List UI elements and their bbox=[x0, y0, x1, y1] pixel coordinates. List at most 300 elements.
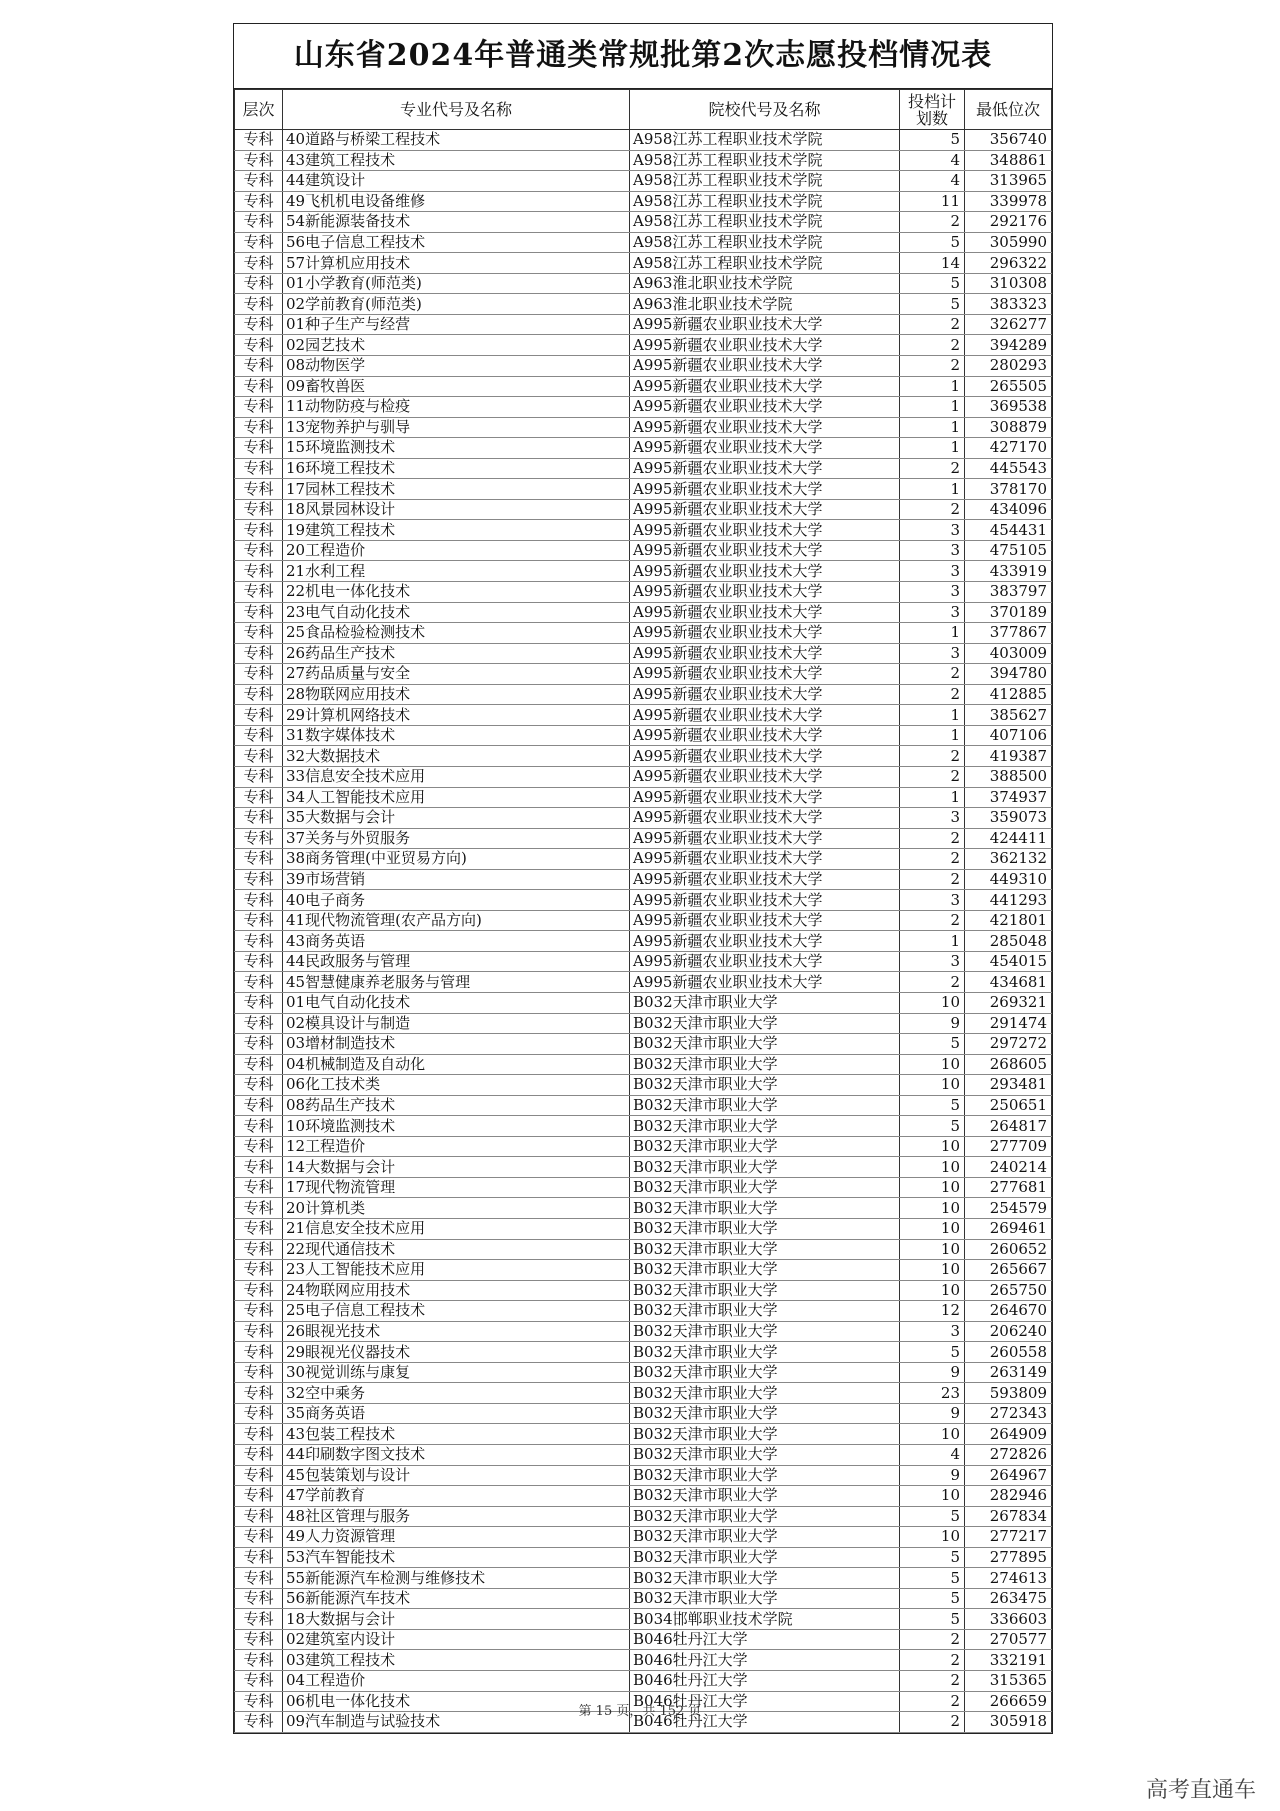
cell-school: A995新疆农业职业技术大学 bbox=[630, 540, 900, 561]
cell-min-rank: 407106 bbox=[965, 725, 1052, 746]
cell-plan-count: 5 bbox=[900, 294, 965, 315]
table-row bbox=[235, 520, 1052, 541]
cell-school: A995新疆农业职业技术大学 bbox=[630, 623, 900, 644]
table-row bbox=[235, 1095, 1052, 1116]
cell-level: 专科 bbox=[235, 1198, 283, 1219]
cell-major: 01小学教育(师范类) bbox=[283, 273, 630, 294]
cell-school: A995新疆农业职业技术大学 bbox=[630, 890, 900, 911]
cell-major: 03增材制造技术 bbox=[283, 1034, 630, 1055]
cell-major: 02模具设计与制造 bbox=[283, 1013, 630, 1034]
table-row bbox=[235, 910, 1052, 931]
cell-level: 专科 bbox=[235, 171, 283, 192]
table-row bbox=[235, 1609, 1052, 1630]
cell-major: 04机械制造及自动化 bbox=[283, 1054, 630, 1075]
cell-plan-count: 10 bbox=[900, 1260, 965, 1281]
cell-level: 专科 bbox=[235, 623, 283, 644]
cell-level: 专科 bbox=[235, 931, 283, 952]
cell-min-rank: 285048 bbox=[965, 931, 1052, 952]
cell-major: 28物联网应用技术 bbox=[283, 684, 630, 705]
cell-major: 43建筑工程技术 bbox=[283, 150, 630, 171]
header-plan bbox=[900, 90, 965, 130]
cell-min-rank: 454431 bbox=[965, 520, 1052, 541]
cell-school: B046牡丹江大学 bbox=[630, 1671, 900, 1692]
cell-school: A995新疆农业职业技术大学 bbox=[630, 397, 900, 418]
cell-major: 31数字媒体技术 bbox=[283, 725, 630, 746]
cell-min-rank: 277217 bbox=[965, 1527, 1052, 1548]
cell-plan-count: 1 bbox=[900, 479, 965, 500]
cell-level: 专科 bbox=[235, 1013, 283, 1034]
cell-level: 专科 bbox=[235, 746, 283, 767]
table-row bbox=[235, 191, 1052, 212]
cell-level: 专科 bbox=[235, 787, 283, 808]
table-row bbox=[235, 1671, 1052, 1692]
cell-level: 专科 bbox=[235, 766, 283, 787]
table-row bbox=[235, 438, 1052, 459]
table-row bbox=[235, 1547, 1052, 1568]
table-row bbox=[235, 869, 1052, 890]
cell-school: A995新疆农业职业技术大学 bbox=[630, 910, 900, 931]
cell-min-rank: 240214 bbox=[965, 1157, 1052, 1178]
table-row bbox=[235, 1445, 1052, 1466]
cell-min-rank: 454015 bbox=[965, 951, 1052, 972]
table-row bbox=[235, 1342, 1052, 1363]
table-row bbox=[235, 1424, 1052, 1445]
cell-min-rank: 315365 bbox=[965, 1671, 1052, 1692]
cell-major: 44民政服务与管理 bbox=[283, 951, 630, 972]
cell-major: 26药品生产技术 bbox=[283, 643, 630, 664]
cell-level: 专科 bbox=[235, 643, 283, 664]
table-row bbox=[235, 664, 1052, 685]
cell-plan-count: 5 bbox=[900, 1342, 965, 1363]
cell-major: 24物联网应用技术 bbox=[283, 1280, 630, 1301]
cell-major: 03建筑工程技术 bbox=[283, 1650, 630, 1671]
cell-min-rank: 268605 bbox=[965, 1054, 1052, 1075]
cell-level: 专科 bbox=[235, 1034, 283, 1055]
table-row bbox=[235, 540, 1052, 561]
cell-school: B032天津市职业大学 bbox=[630, 1445, 900, 1466]
cell-plan-count: 2 bbox=[900, 828, 965, 849]
cell-plan-count: 3 bbox=[900, 643, 965, 664]
cell-min-rank: 339978 bbox=[965, 191, 1052, 212]
cell-plan-count: 4 bbox=[900, 171, 965, 192]
table-row bbox=[235, 1486, 1052, 1507]
cell-plan-count: 10 bbox=[900, 1075, 965, 1096]
cell-level: 专科 bbox=[235, 356, 283, 377]
cell-plan-count: 3 bbox=[900, 561, 965, 582]
cell-school: A995新疆农业职业技术大学 bbox=[630, 438, 900, 459]
cell-plan-count: 2 bbox=[900, 458, 965, 479]
cell-plan-count: 2 bbox=[900, 335, 965, 356]
table-row bbox=[235, 1403, 1052, 1424]
cell-plan-count: 9 bbox=[900, 1465, 965, 1486]
cell-min-rank: 388500 bbox=[965, 766, 1052, 787]
cell-min-rank: 593809 bbox=[965, 1383, 1052, 1404]
cell-min-rank: 293481 bbox=[965, 1075, 1052, 1096]
cell-major: 49人力资源管理 bbox=[283, 1527, 630, 1548]
cell-school: A963淮北职业技术学院 bbox=[630, 294, 900, 315]
table-row bbox=[235, 499, 1052, 520]
cell-major: 49飞机机电设备维修 bbox=[283, 191, 630, 212]
table-row bbox=[235, 951, 1052, 972]
table-row bbox=[235, 582, 1052, 603]
cell-school: A995新疆农业职业技术大学 bbox=[630, 499, 900, 520]
cell-school: A958江苏工程职业技术学院 bbox=[630, 232, 900, 253]
cell-school: A995新疆农业职业技术大学 bbox=[630, 684, 900, 705]
cell-level: 专科 bbox=[235, 458, 283, 479]
cell-school: A995新疆农业职业技术大学 bbox=[630, 808, 900, 829]
table-body bbox=[235, 130, 1052, 1733]
table-header-row bbox=[235, 90, 1052, 130]
cell-min-rank: 385627 bbox=[965, 705, 1052, 726]
table-row bbox=[235, 1506, 1052, 1527]
cell-level: 专科 bbox=[235, 828, 283, 849]
table-row bbox=[235, 1650, 1052, 1671]
cell-level: 专科 bbox=[235, 910, 283, 931]
table-row bbox=[235, 1568, 1052, 1589]
cell-major: 37关务与外贸服务 bbox=[283, 828, 630, 849]
cell-plan-count: 1 bbox=[900, 725, 965, 746]
cell-school: B032天津市职业大学 bbox=[630, 1321, 900, 1342]
cell-plan-count: 5 bbox=[900, 1547, 965, 1568]
cell-plan-count: 2 bbox=[900, 766, 965, 787]
cell-plan-count: 5 bbox=[900, 1588, 965, 1609]
cell-school: B032天津市职业大学 bbox=[630, 1568, 900, 1589]
table-row bbox=[235, 849, 1052, 870]
cell-major: 56电子信息工程技术 bbox=[283, 232, 630, 253]
cell-school: A995新疆农业职业技术大学 bbox=[630, 335, 900, 356]
table-row bbox=[235, 417, 1052, 438]
cell-min-rank: 263149 bbox=[965, 1362, 1052, 1383]
cell-school: B032天津市职业大学 bbox=[630, 1362, 900, 1383]
cell-plan-count: 5 bbox=[900, 1609, 965, 1630]
cell-school: B032天津市职业大学 bbox=[630, 1547, 900, 1568]
cell-min-rank: 427170 bbox=[965, 438, 1052, 459]
header-plan-line2: 划数 bbox=[915, 108, 948, 128]
cell-level: 专科 bbox=[235, 1671, 283, 1692]
cell-school: A995新疆农业职业技术大学 bbox=[630, 951, 900, 972]
table-row bbox=[235, 602, 1052, 623]
cell-plan-count: 10 bbox=[900, 1218, 965, 1239]
cell-level: 专科 bbox=[235, 540, 283, 561]
cell-level: 专科 bbox=[235, 1301, 283, 1322]
cell-school: B032天津市职业大学 bbox=[630, 1527, 900, 1548]
cell-major: 38商务管理(中亚贸易方向) bbox=[283, 849, 630, 870]
cell-min-rank: 449310 bbox=[965, 869, 1052, 890]
cell-level: 专科 bbox=[235, 808, 283, 829]
cell-level: 专科 bbox=[235, 1177, 283, 1198]
cell-major: 26眼视光技术 bbox=[283, 1321, 630, 1342]
table-row bbox=[235, 808, 1052, 829]
cell-plan-count: 5 bbox=[900, 273, 965, 294]
page-footer: 第 15 页，共 152 页 bbox=[578, 1704, 702, 1719]
header-level: 层次 bbox=[235, 90, 283, 130]
cell-level: 专科 bbox=[235, 438, 283, 459]
cell-major: 20计算机类 bbox=[283, 1198, 630, 1219]
cell-major: 02建筑室内设计 bbox=[283, 1629, 630, 1650]
cell-level: 专科 bbox=[235, 232, 283, 253]
cell-school: A995新疆农业职业技术大学 bbox=[630, 972, 900, 993]
cell-plan-count: 12 bbox=[900, 1301, 965, 1322]
cell-plan-count: 1 bbox=[900, 787, 965, 808]
cell-plan-count: 9 bbox=[900, 1013, 965, 1034]
table-row bbox=[235, 1054, 1052, 1075]
cell-major: 27药品质量与安全 bbox=[283, 664, 630, 685]
cell-min-rank: 394780 bbox=[965, 664, 1052, 685]
cell-school: A995新疆农业职业技术大学 bbox=[630, 766, 900, 787]
table-row bbox=[235, 1260, 1052, 1281]
table-row bbox=[235, 356, 1052, 377]
cell-min-rank: 250651 bbox=[965, 1095, 1052, 1116]
cell-min-rank: 280293 bbox=[965, 356, 1052, 377]
table-row bbox=[235, 828, 1052, 849]
cell-plan-count: 1 bbox=[900, 438, 965, 459]
cell-min-rank: 206240 bbox=[965, 1321, 1052, 1342]
cell-school: B032天津市职业大学 bbox=[630, 1034, 900, 1055]
cell-level: 专科 bbox=[235, 479, 283, 500]
cell-min-rank: 277681 bbox=[965, 1177, 1052, 1198]
cell-min-rank: 421801 bbox=[965, 910, 1052, 931]
cell-school: B032天津市职业大学 bbox=[630, 1239, 900, 1260]
cell-school: A995新疆农业职业技术大学 bbox=[630, 643, 900, 664]
cell-min-rank: 326277 bbox=[965, 314, 1052, 335]
cell-min-rank: 419387 bbox=[965, 746, 1052, 767]
cell-min-rank: 269461 bbox=[965, 1218, 1052, 1239]
cell-level: 专科 bbox=[235, 1116, 283, 1137]
cell-major: 21水利工程 bbox=[283, 561, 630, 582]
table-row bbox=[235, 376, 1052, 397]
cell-level: 专科 bbox=[235, 1424, 283, 1445]
cell-plan-count: 10 bbox=[900, 992, 965, 1013]
cell-level: 专科 bbox=[235, 1342, 283, 1363]
table-row bbox=[235, 1629, 1052, 1650]
cell-school: B032天津市职业大学 bbox=[630, 1177, 900, 1198]
cell-plan-count: 9 bbox=[900, 1362, 965, 1383]
cell-major: 18大数据与会计 bbox=[283, 1609, 630, 1630]
cell-min-rank: 383797 bbox=[965, 582, 1052, 603]
cell-major: 21信息安全技术应用 bbox=[283, 1218, 630, 1239]
cell-major: 45智慧健康养老服务与管理 bbox=[283, 972, 630, 993]
cell-min-rank: 264909 bbox=[965, 1424, 1052, 1445]
cell-school: B032天津市职业大学 bbox=[630, 1075, 900, 1096]
cell-major: 35大数据与会计 bbox=[283, 808, 630, 829]
cell-plan-count: 3 bbox=[900, 520, 965, 541]
cell-min-rank: 394289 bbox=[965, 335, 1052, 356]
cell-school: A995新疆农业职业技术大学 bbox=[630, 664, 900, 685]
cell-school: B032天津市职业大学 bbox=[630, 992, 900, 1013]
cell-major: 44印刷数字图文技术 bbox=[283, 1445, 630, 1466]
cell-plan-count: 11 bbox=[900, 191, 965, 212]
cell-school: A995新疆农业职业技术大学 bbox=[630, 746, 900, 767]
cell-school: B032天津市职业大学 bbox=[630, 1506, 900, 1527]
cell-min-rank: 348861 bbox=[965, 150, 1052, 171]
cell-school: B032天津市职业大学 bbox=[630, 1260, 900, 1281]
cell-level: 专科 bbox=[235, 951, 283, 972]
cell-major: 40道路与桥梁工程技术 bbox=[283, 130, 630, 151]
cell-level: 专科 bbox=[235, 869, 283, 890]
table-row bbox=[235, 1239, 1052, 1260]
cell-school: A958江苏工程职业技术学院 bbox=[630, 253, 900, 274]
table-row bbox=[235, 294, 1052, 315]
table-row bbox=[235, 1218, 1052, 1239]
cell-level: 专科 bbox=[235, 150, 283, 171]
cell-plan-count: 3 bbox=[900, 890, 965, 911]
cell-min-rank: 362132 bbox=[965, 849, 1052, 870]
cell-min-rank: 263475 bbox=[965, 1588, 1052, 1609]
cell-major: 41现代物流管理(农产品方向) bbox=[283, 910, 630, 931]
cell-min-rank: 266659 bbox=[965, 1691, 1052, 1712]
cell-level: 专科 bbox=[235, 1136, 283, 1157]
cell-min-rank: 313965 bbox=[965, 171, 1052, 192]
cell-level: 专科 bbox=[235, 705, 283, 726]
cell-plan-count: 3 bbox=[900, 1321, 965, 1342]
cell-plan-count: 2 bbox=[900, 212, 965, 233]
cell-min-rank: 308879 bbox=[965, 417, 1052, 438]
cell-level: 专科 bbox=[235, 1095, 283, 1116]
cell-level: 专科 bbox=[235, 335, 283, 356]
cell-plan-count: 2 bbox=[900, 1691, 965, 1712]
table-row bbox=[235, 397, 1052, 418]
cell-school: B032天津市职业大学 bbox=[630, 1218, 900, 1239]
cell-major: 34人工智能技术应用 bbox=[283, 787, 630, 808]
cell-plan-count: 1 bbox=[900, 397, 965, 418]
cell-min-rank: 434096 bbox=[965, 499, 1052, 520]
cell-min-rank: 475105 bbox=[965, 540, 1052, 561]
cell-level: 专科 bbox=[235, 1260, 283, 1281]
header-major: 专业代号及名称 bbox=[283, 90, 630, 130]
cell-min-rank: 265667 bbox=[965, 1260, 1052, 1281]
cell-major: 22现代通信技术 bbox=[283, 1239, 630, 1260]
cell-major: 33信息安全技术应用 bbox=[283, 766, 630, 787]
table-row bbox=[235, 479, 1052, 500]
cell-level: 专科 bbox=[235, 1239, 283, 1260]
cell-level: 专科 bbox=[235, 212, 283, 233]
table-row bbox=[235, 1588, 1052, 1609]
cell-level: 专科 bbox=[235, 992, 283, 1013]
cell-major: 48社区管理与服务 bbox=[283, 1506, 630, 1527]
cell-min-rank: 292176 bbox=[965, 212, 1052, 233]
cell-school: B032天津市职业大学 bbox=[630, 1588, 900, 1609]
cell-major: 18风景园林设计 bbox=[283, 499, 630, 520]
cell-major: 25食品检验检测技术 bbox=[283, 623, 630, 644]
cell-school: A958江苏工程职业技术学院 bbox=[630, 191, 900, 212]
cell-school: A995新疆农业职业技术大学 bbox=[630, 376, 900, 397]
cell-min-rank: 269321 bbox=[965, 992, 1052, 1013]
table-row bbox=[235, 787, 1052, 808]
cell-plan-count: 5 bbox=[900, 1506, 965, 1527]
table-row bbox=[235, 458, 1052, 479]
table-row bbox=[235, 684, 1052, 705]
cell-level: 专科 bbox=[235, 376, 283, 397]
cell-major: 39市场营销 bbox=[283, 869, 630, 890]
cell-min-rank: 254579 bbox=[965, 1198, 1052, 1219]
cell-level: 专科 bbox=[235, 294, 283, 315]
table-row bbox=[235, 171, 1052, 192]
cell-level: 专科 bbox=[235, 1321, 283, 1342]
cell-major: 06机电一体化技术 bbox=[283, 1691, 630, 1712]
cell-min-rank: 277709 bbox=[965, 1136, 1052, 1157]
cell-major: 04工程造价 bbox=[283, 1671, 630, 1692]
table-row bbox=[235, 623, 1052, 644]
table-row bbox=[235, 130, 1052, 151]
cell-school: B034邯郸职业技术学院 bbox=[630, 1609, 900, 1630]
cell-plan-count: 5 bbox=[900, 232, 965, 253]
cell-school: A995新疆农业职业技术大学 bbox=[630, 705, 900, 726]
cell-plan-count: 2 bbox=[900, 1712, 965, 1733]
cell-major: 02园艺技术 bbox=[283, 335, 630, 356]
cell-level: 专科 bbox=[235, 499, 283, 520]
table-row bbox=[235, 643, 1052, 664]
cell-school: B032天津市职业大学 bbox=[630, 1136, 900, 1157]
cell-school: B046牡丹江大学 bbox=[630, 1629, 900, 1650]
cell-level: 专科 bbox=[235, 1445, 283, 1466]
cell-major: 22机电一体化技术 bbox=[283, 582, 630, 603]
cell-school: B046牡丹江大学 bbox=[630, 1650, 900, 1671]
cell-major: 11动物防疫与检疫 bbox=[283, 397, 630, 418]
cell-min-rank: 291474 bbox=[965, 1013, 1052, 1034]
cell-min-rank: 264967 bbox=[965, 1465, 1052, 1486]
cell-plan-count: 4 bbox=[900, 150, 965, 171]
cell-plan-count: 14 bbox=[900, 253, 965, 274]
table-row bbox=[235, 992, 1052, 1013]
cell-major: 08药品生产技术 bbox=[283, 1095, 630, 1116]
cell-level: 专科 bbox=[235, 397, 283, 418]
table-row bbox=[235, 1301, 1052, 1322]
cell-school: B032天津市职业大学 bbox=[630, 1342, 900, 1363]
cell-major: 08动物医学 bbox=[283, 356, 630, 377]
cell-min-rank: 267834 bbox=[965, 1506, 1052, 1527]
cell-min-rank: 336603 bbox=[965, 1609, 1052, 1630]
cell-plan-count: 10 bbox=[900, 1527, 965, 1548]
cell-plan-count: 3 bbox=[900, 540, 965, 561]
table-row bbox=[235, 1136, 1052, 1157]
cell-major: 14大数据与会计 bbox=[283, 1157, 630, 1178]
cell-plan-count: 1 bbox=[900, 623, 965, 644]
cell-school: B032天津市职业大学 bbox=[630, 1116, 900, 1137]
cell-level: 专科 bbox=[235, 1486, 283, 1507]
cell-level: 专科 bbox=[235, 1712, 283, 1733]
cell-plan-count: 10 bbox=[900, 1239, 965, 1260]
cell-plan-count: 1 bbox=[900, 705, 965, 726]
cell-major: 23人工智能技术应用 bbox=[283, 1260, 630, 1281]
cell-level: 专科 bbox=[235, 849, 283, 870]
cell-school: B046牡丹江大学 bbox=[630, 1691, 900, 1712]
cell-school: A995新疆农业职业技术大学 bbox=[630, 602, 900, 623]
cell-major: 25电子信息工程技术 bbox=[283, 1301, 630, 1322]
cell-school: A995新疆农业职业技术大学 bbox=[630, 417, 900, 438]
header-school: 院校代号及名称 bbox=[630, 90, 900, 130]
cell-min-rank: 265750 bbox=[965, 1280, 1052, 1301]
table-row bbox=[235, 1321, 1052, 1342]
cell-plan-count: 10 bbox=[900, 1157, 965, 1178]
cell-plan-count: 2 bbox=[900, 1650, 965, 1671]
cell-level: 专科 bbox=[235, 1527, 283, 1548]
cell-plan-count: 5 bbox=[900, 130, 965, 151]
cell-min-rank: 424411 bbox=[965, 828, 1052, 849]
watermark-logo-text: 高考直通车 bbox=[1145, 1778, 1256, 1803]
cell-plan-count: 10 bbox=[900, 1136, 965, 1157]
cell-min-rank: 370189 bbox=[965, 602, 1052, 623]
cell-plan-count: 2 bbox=[900, 746, 965, 767]
cell-plan-count: 1 bbox=[900, 417, 965, 438]
cell-min-rank: 434681 bbox=[965, 972, 1052, 993]
cell-plan-count: 1 bbox=[900, 931, 965, 952]
cell-min-rank: 412885 bbox=[965, 684, 1052, 705]
cell-plan-count: 10 bbox=[900, 1177, 965, 1198]
cell-major: 32大数据技术 bbox=[283, 746, 630, 767]
cell-school: A995新疆农业职业技术大学 bbox=[630, 314, 900, 335]
cell-level: 专科 bbox=[235, 1157, 283, 1178]
table-row bbox=[235, 273, 1052, 294]
